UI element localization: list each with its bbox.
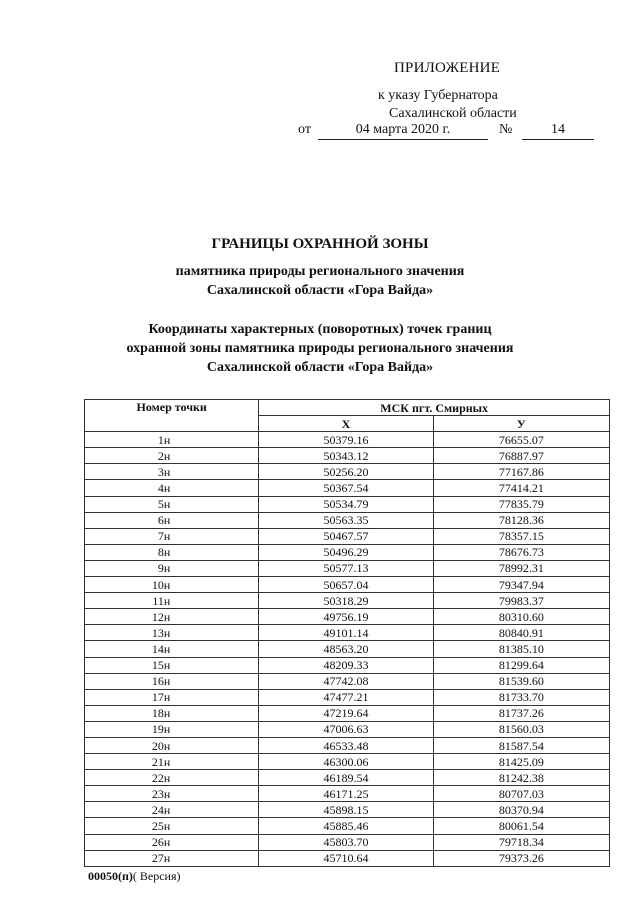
header-y: У: [433, 416, 609, 432]
point-number-cell: 7н: [85, 528, 259, 544]
x-coordinate-cell: 45803.70: [259, 834, 433, 850]
page-subtitle: [0, 262, 640, 300]
table-body: [85, 432, 610, 867]
y-coordinate-cell: 80370.94: [433, 802, 609, 818]
point-number-cell: 15н: [85, 657, 259, 673]
x-coordinate-cell: 49756.19: [259, 609, 433, 625]
point-number-cell: 24н: [85, 802, 259, 818]
coordinates-heading-line-2: охранной зоны памятника природы регионального значения: [126, 341, 514, 356]
y-coordinate-cell: 80840.91: [433, 625, 609, 641]
x-coordinate-cell: 47006.63: [259, 721, 433, 737]
y-coordinate-cell: 81242.38: [433, 770, 609, 786]
table-row: [85, 641, 610, 657]
table-row: [85, 544, 610, 560]
point-number-cell: 19н: [85, 721, 259, 737]
y-coordinate-cell: 78676.73: [433, 544, 609, 560]
point-number-cell: 4н: [85, 480, 259, 496]
x-coordinate-cell: 50563.35: [259, 512, 433, 528]
point-number-cell: 27н: [85, 850, 259, 866]
table-row: [85, 577, 610, 593]
table-row: [85, 737, 610, 753]
y-coordinate-cell: 78128.36: [433, 512, 609, 528]
y-coordinate-cell: 76655.07: [433, 432, 609, 448]
x-coordinate-cell: 45885.46: [259, 818, 433, 834]
x-coordinate-cell: 50318.29: [259, 593, 433, 609]
x-coordinate-cell: 46171.25: [259, 786, 433, 802]
table-row: [85, 609, 610, 625]
point-number-cell: 13н: [85, 625, 259, 641]
table-row: [85, 850, 610, 866]
table-row: [85, 464, 610, 480]
decree-number: 14: [522, 122, 594, 140]
point-number-cell: 5н: [85, 496, 259, 512]
y-coordinate-cell: 77835.79: [433, 496, 609, 512]
table-row: [85, 689, 610, 705]
point-number-cell: 17н: [85, 689, 259, 705]
y-coordinate-cell: 78992.31: [433, 560, 609, 576]
point-number-cell: 3н: [85, 464, 259, 480]
y-coordinate-cell: 81385.10: [433, 641, 609, 657]
appendix-title: ПРИЛОЖЕНИЕ: [394, 60, 501, 76]
decree-date: 04 марта 2020 г.: [318, 122, 488, 140]
table-row: [85, 432, 610, 448]
point-number-cell: 16н: [85, 673, 259, 689]
x-coordinate-cell: 46533.48: [259, 737, 433, 753]
y-coordinate-cell: 81737.26: [433, 705, 609, 721]
x-coordinate-cell: 48209.33: [259, 657, 433, 673]
y-coordinate-cell: 80707.03: [433, 786, 609, 802]
subtitle-line-2: Сахалинской области «Гора Вайда»: [206, 283, 434, 298]
point-number-cell: 12н: [85, 609, 259, 625]
header-x: Х: [259, 416, 433, 432]
y-coordinate-cell: 81299.64: [433, 657, 609, 673]
point-number-cell: 10н: [85, 577, 259, 593]
point-number-cell: 20н: [85, 737, 259, 753]
y-coordinate-cell: 80310.60: [433, 609, 609, 625]
table-row: [85, 770, 610, 786]
point-number-cell: 11н: [85, 593, 259, 609]
coordinates-table: [84, 399, 610, 867]
document-code: 00050(п): [88, 869, 133, 883]
table-row: [85, 786, 610, 802]
y-coordinate-cell: 78357.15: [433, 528, 609, 544]
point-number-cell: 1н: [85, 432, 259, 448]
subtitle-line-1: памятника природы регионального значения: [175, 264, 465, 279]
y-coordinate-cell: 79347.94: [433, 577, 609, 593]
point-number-cell: 18н: [85, 705, 259, 721]
table-row: [85, 528, 610, 544]
table-row: [85, 593, 610, 609]
y-coordinate-cell: 79718.34: [433, 834, 609, 850]
table-row: [85, 448, 610, 464]
coordinates-heading-line-3: Сахалинской области «Гора Вайда»: [206, 360, 434, 375]
page-title: ГРАНИЦЫ ОХРАННОЙ ЗОНЫ: [211, 236, 429, 252]
y-coordinate-cell: 81560.03: [433, 721, 609, 737]
x-coordinate-cell: 50256.20: [259, 464, 433, 480]
point-number-cell: 21н: [85, 754, 259, 770]
point-number-cell: 6н: [85, 512, 259, 528]
x-coordinate-cell: 50467.57: [259, 528, 433, 544]
table-row: [85, 657, 610, 673]
x-coordinate-cell: 50379.16: [259, 432, 433, 448]
header-point-number: Номер точки: [85, 400, 259, 432]
x-coordinate-cell: 46300.06: [259, 754, 433, 770]
x-coordinate-cell: 46189.54: [259, 770, 433, 786]
y-coordinate-cell: 79983.37: [433, 593, 609, 609]
point-number-cell: 23н: [85, 786, 259, 802]
table-row: [85, 673, 610, 689]
table-row: [85, 705, 610, 721]
x-coordinate-cell: 45898.15: [259, 802, 433, 818]
from-label: от: [298, 122, 311, 137]
x-coordinate-cell: 50343.12: [259, 448, 433, 464]
number-sign: №: [499, 122, 513, 137]
y-coordinate-cell: 81539.60: [433, 673, 609, 689]
y-coordinate-cell: 79373.26: [433, 850, 609, 866]
point-number-cell: 14н: [85, 641, 259, 657]
x-coordinate-cell: 50496.29: [259, 544, 433, 560]
table-row: [85, 802, 610, 818]
table-row: [85, 496, 610, 512]
coordinates-heading-line-1: Координаты характерных (поворотных) точек границ: [148, 322, 492, 337]
y-coordinate-cell: 77414.21: [433, 480, 609, 496]
point-number-cell: 9н: [85, 560, 259, 576]
y-coordinate-cell: 77167.86: [433, 464, 609, 480]
x-coordinate-cell: 47219.64: [259, 705, 433, 721]
point-number-cell: 8н: [85, 544, 259, 560]
appendix-header: [0, 0, 640, 150]
x-coordinate-cell: 47742.08: [259, 673, 433, 689]
coordinates-heading: [0, 320, 640, 377]
table-row: [85, 480, 610, 496]
x-coordinate-cell: 47477.21: [259, 689, 433, 705]
table-header-row: [85, 400, 610, 416]
x-coordinate-cell: 50367.54: [259, 480, 433, 496]
table-row: [85, 834, 610, 850]
y-coordinate-cell: 81587.54: [433, 737, 609, 753]
region-reference: Сахалинской области: [389, 106, 517, 121]
table-row: [85, 754, 610, 770]
point-number-cell: 2н: [85, 448, 259, 464]
table-row: [85, 818, 610, 834]
decree-reference: к указу Губернатора: [378, 88, 498, 103]
x-coordinate-cell: 45710.64: [259, 850, 433, 866]
y-coordinate-cell: 80061.54: [433, 818, 609, 834]
table-row: [85, 625, 610, 641]
table-row: [85, 721, 610, 737]
document-version: ( Версия): [132, 869, 181, 883]
header-coordinate-system: МСК пгт. Смирных: [259, 400, 610, 416]
x-coordinate-cell: 50657.04: [259, 577, 433, 593]
x-coordinate-cell: 49101.14: [259, 625, 433, 641]
x-coordinate-cell: 48563.20: [259, 641, 433, 657]
point-number-cell: 26н: [85, 834, 259, 850]
y-coordinate-cell: 81733.70: [433, 689, 609, 705]
point-number-cell: 25н: [85, 818, 259, 834]
decree-date-row: [0, 122, 640, 144]
y-coordinate-cell: 81425.09: [433, 754, 609, 770]
table-row: [85, 560, 610, 576]
table-row: [85, 512, 610, 528]
point-number-cell: 22н: [85, 770, 259, 786]
document-footer: [88, 869, 181, 884]
x-coordinate-cell: 50534.79: [259, 496, 433, 512]
x-coordinate-cell: 50577.13: [259, 560, 433, 576]
y-coordinate-cell: 76887.97: [433, 448, 609, 464]
